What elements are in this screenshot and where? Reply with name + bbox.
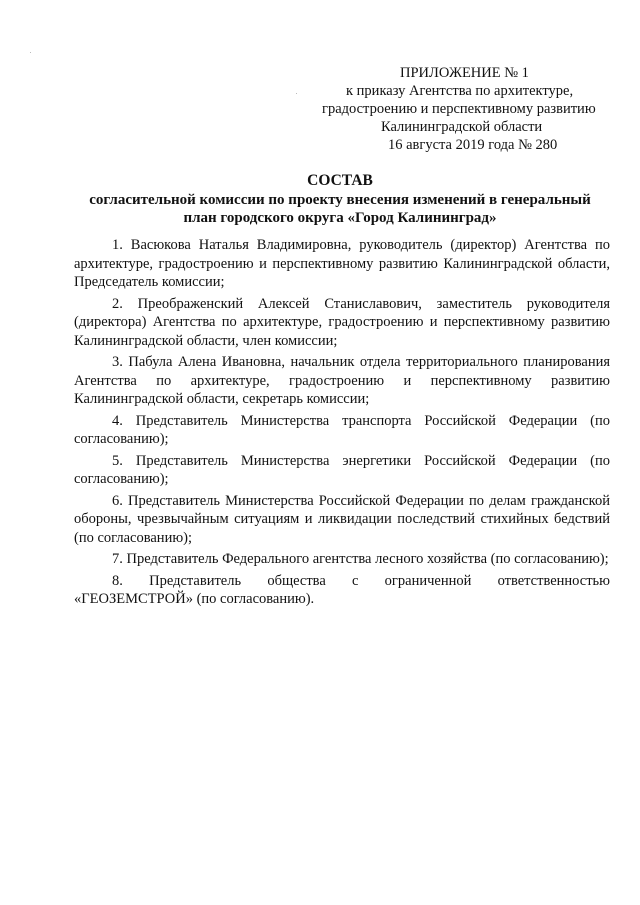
annex-title: ПРИЛОЖЕНИЕ № 1 (400, 65, 529, 81)
annex-agency-line: градостроению и перспективному развитию (322, 101, 596, 117)
annex-order-ref: к приказу Агентства по архитектуре, (346, 83, 574, 99)
annex-header (300, 64, 600, 154)
list-item: 8. Представитель общества с ограниченной ответственностью «ГЕОЗЕМСТРОЙ» (по согласованию). (74, 572, 611, 607)
title-subtitle-line1: согласительной комиссии по проекту внесения изменений в генеральный (89, 192, 591, 208)
commission-member-list (74, 236, 610, 612)
title-main: СОСТАВ (307, 172, 373, 189)
annex-date-number: 16 августа 2019 года № 280 (388, 137, 558, 153)
annex-region: Калининградской области (381, 119, 543, 135)
list-item: 3. Пабула Алена Ивановна, начальник отдела территориального планирования Агентства по архитектуре, градостроению и перспективному развитию Калининградской области, секретарь комиссии; (74, 354, 611, 407)
scan-speck (296, 93, 297, 94)
list-item: 2. Преображенский Алексей Станиславович, заместитель руководителя (директора) Агентства по архитектуре, градостроению и перспективному развитию Калининградской области, член комиссии; (74, 295, 611, 349)
scan-speck (30, 52, 31, 53)
list-item: 4. Представитель Министерства транспорта Российской Федерации (по согласованию); (74, 412, 611, 447)
document-title (70, 172, 610, 227)
list-item: 1. Васюкова Наталья Владимировна, руководитель (директор) Агентства по архитектуре, градостроению и перспективному развитию Калининградской области, Председатель комиссии; (74, 237, 611, 290)
title-subtitle-line2: план городского округа «Город Калининград» (183, 210, 497, 226)
list-item: 7. Представитель Федерального агентства лесного хозяйства (по согласованию); (112, 551, 609, 567)
list-item: 6. Представитель Министерства Российской Федерации по делам гражданской обороны, чрезвычайным ситуациям и ликвидации последствий стихийных бедствий (по согласованию); (74, 492, 610, 546)
list-item: 5. Представитель Министерства энергетики Российской Федерации (по согласованию); (74, 452, 610, 487)
